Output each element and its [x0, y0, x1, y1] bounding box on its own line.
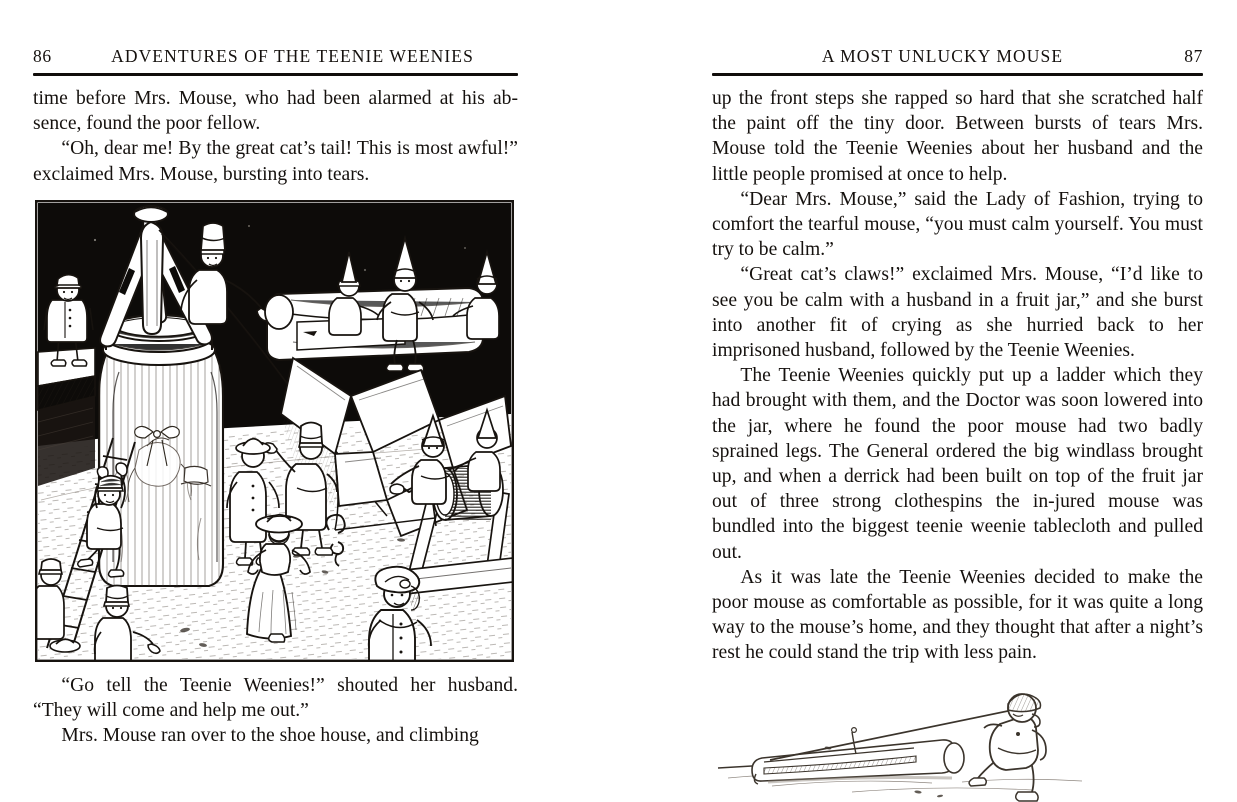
paragraph: “Go tell the Teenie Weenies!” shouted her husband. “They will come and help me out.” [33, 674, 518, 722]
paragraph: As it was late the Teenie Weenies decided to make the poor mouse as comfortable as possible, for it was quite a long way to the mouse’s home, and they thought that after a night’s rest he could stand the trip with less pain. [712, 566, 1203, 664]
paragraph: up the front steps she rapped so hard that she scratched half the paint off the tiny door. Between bursts of tears Mrs. Mouse told the Teenie Weenies about her husband and the little people promised at once to help. [712, 88, 1203, 185]
running-head-title-left: ADVENTURES OF THE TEENIE WEENIES [111, 46, 474, 66]
right-text-column [712, 44, 1203, 802]
right-body-text [712, 86, 1203, 666]
running-head-title-right: A MOST UNLUCKY MOUSE [821, 46, 1064, 66]
paragraph: Mrs. Mouse ran over to the shoe house, and climbing [61, 725, 479, 747]
paragraph: “Dear Mrs. Mouse,” said the Lady of Fashion, trying to comfort the tearful mouse, “you must calm yourself. You must try to be calm.” [712, 188, 1203, 261]
illustration-fruit-jar-rescue [35, 200, 514, 662]
left-body-text [33, 86, 518, 187]
left-text-column [33, 44, 518, 748]
paragraph: time before Mrs. Mouse, who had been alarmed at his ab-sence, found the poor fellow. [33, 88, 518, 135]
paragraph: “Oh, dear me! By the great cat’s tail! This is most awful!” exclaimed Mrs. Mouse, bursting into tears. [33, 138, 518, 185]
page-right [619, 0, 1237, 762]
header-rule-right [712, 73, 1203, 76]
right-running-head [712, 44, 1203, 74]
paragraph: “Great cat’s claws!” exclaimed Mrs. Mouse, “I’d like to see you be calm with a husband in a fruit jar,” and she burst into another fit of crying as she hurried back to her imprisoned husband, followed by the Teenie Weenies. [712, 264, 1203, 362]
left-running-head [33, 44, 518, 74]
paragraph: The Teenie Weenies quickly put up a ladder which they had brought with them, and the Doctor was soon lowered into the jar, where he found the poor mouse had two badly sprained legs. The General ordered the big windlass brought up, and when a derrick had been built on top of the fruit jar out of three strong clothespins the in-jured mouse was bundled into the biggest teenie weenie tablecloth and pulled out. [712, 365, 1203, 563]
vignette-teenie-weenie-dragging-spool [712, 682, 1203, 802]
page-number-left: 86 [33, 46, 52, 66]
left-body-text-after-plate [33, 673, 518, 749]
page-number-right: 87 [1184, 46, 1203, 66]
page-left [0, 0, 618, 762]
header-rule-left [33, 73, 518, 76]
